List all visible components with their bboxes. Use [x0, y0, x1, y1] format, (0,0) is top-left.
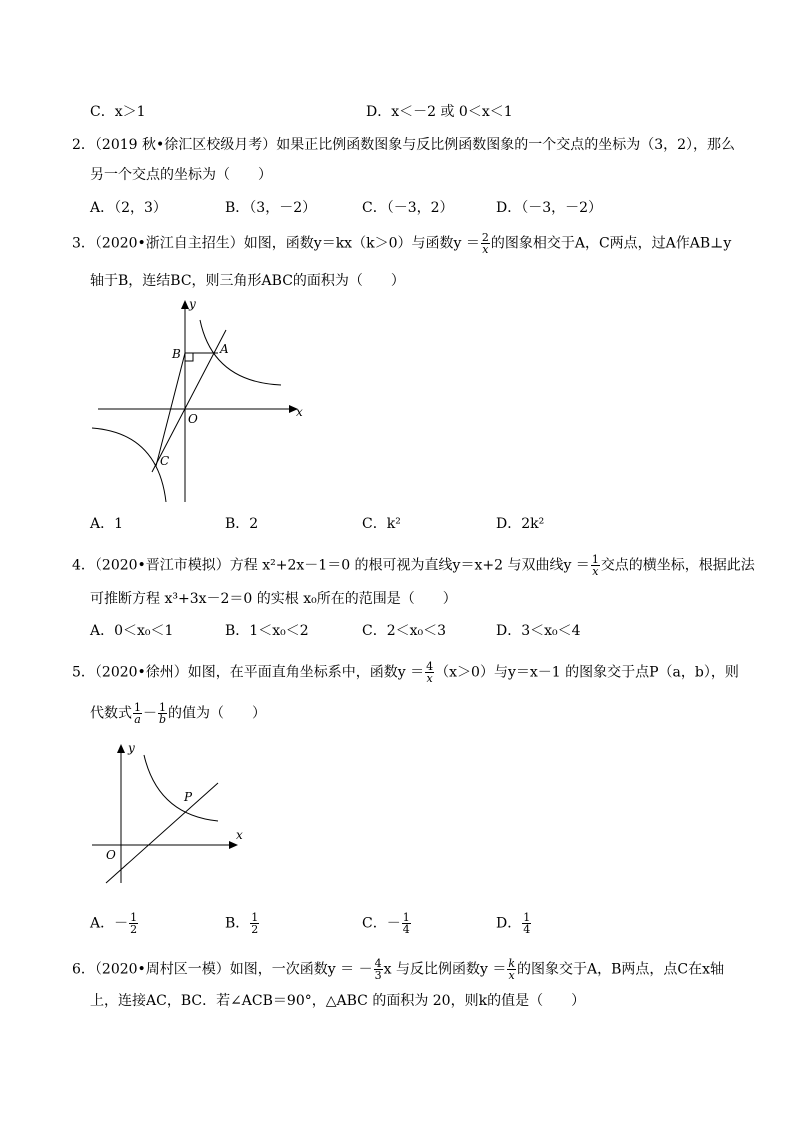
q5-figure [92, 735, 252, 890]
q6-frac2-num: k [508, 957, 515, 970]
q2-option-b[interactable]: B．（3，－2） [225, 200, 317, 216]
q4-option-b[interactable]: B．1＜x₀＜2 [225, 623, 309, 639]
q2-option-c[interactable]: C．（－3，2） [362, 200, 454, 216]
q3-line-y-kx [152, 330, 226, 472]
q5-frac-den: x [426, 672, 433, 685]
q3-option-b[interactable]: B．2 [225, 516, 259, 532]
q4-stem-pre: 4．（2020•晋江市模拟）方程 x²+2x－1＝0 的根可视为直线y＝x+2 与双曲线y ＝ [72, 557, 590, 574]
q5-option-c-num: 1 [402, 911, 410, 924]
q5-option-a-den: 2 [130, 923, 138, 936]
q1-option-d[interactable]: D．x＜－2 或 0＜x＜1 [366, 104, 513, 120]
q5-label-p: P [184, 790, 193, 804]
q3-option-a[interactable]: A．1 [90, 516, 124, 532]
q3-stem-post: 的图象相交于A，C两点，过A作AB⊥y [490, 235, 732, 252]
q5-frac-num: 4 [426, 660, 434, 673]
q2-stem-line1: 2．（2019 秋•徐汇区校级月考）如果正比例函数图象与反比例函数图象的一个交点的坐标为（3，2），那么 [72, 137, 736, 153]
q3-hyperbola-lower [92, 428, 166, 502]
q5-stem2-post: 的值为（ ） [168, 705, 267, 722]
q6-stem-mid: x 与反比例函数y ＝ [383, 961, 507, 978]
q4-fraction [591, 554, 600, 577]
q5-option-d-den: 4 [523, 923, 531, 936]
q5-hyperbola [144, 755, 218, 821]
q4-stem-line2: 可推断方程 x³+3x－2＝0 的实根 x₀所在的范围是（ ） [90, 591, 457, 607]
q3-frac-den: x [482, 243, 489, 256]
q3-y-arrow [181, 300, 189, 309]
q5-option-a-num: 1 [130, 911, 138, 924]
q5-option-d-label: D． [496, 915, 522, 932]
q5-stem-line2 [90, 702, 266, 725]
q5-option-d-num: 1 [523, 911, 531, 924]
q6-fraction-slope [374, 958, 383, 981]
q3-stem-line2: 轴于B，连结BC，则三角形ABC的面积为（ ） [90, 273, 405, 289]
q5-stem-pre: 5．（2020•徐州）如图，在平面直角坐标系中，函数y ＝ [72, 664, 425, 681]
q3-option-c[interactable]: C．k² [362, 516, 401, 532]
q2-stem-line2: 另一个交点的坐标为（ ） [90, 167, 272, 183]
q3-option-d[interactable]: D．2k² [496, 516, 545, 532]
q5-option-c[interactable] [362, 912, 412, 935]
q5-frac2-num: 1 [159, 701, 167, 714]
q3-label-c: C [160, 454, 170, 468]
q6-frac-den: 3 [374, 969, 382, 982]
q5-option-b-label: B． [225, 915, 250, 932]
q6-stem-pre: 6．（2020•周村区一模）如图，一次函数y ＝ － [72, 961, 373, 978]
q4-frac-num: 1 [591, 553, 599, 566]
q5-option-a-fraction [129, 912, 138, 935]
q5-fraction [425, 661, 434, 684]
q5-option-c-den: 4 [402, 923, 410, 936]
q4-stem-post: 交点的横坐标，根据此法 [600, 557, 755, 574]
q6-frac2-den: x [508, 969, 515, 982]
q5-frac1-num: 1 [134, 701, 141, 714]
q5-line [106, 783, 218, 883]
q5-stem2-pre: 代数式 [90, 705, 132, 722]
q3-figure [88, 290, 310, 505]
q3-label-a: A [220, 342, 229, 356]
q5-option-d-fraction [522, 912, 531, 935]
q6-frac-num: 4 [374, 957, 382, 970]
q5-minus: － [143, 705, 157, 722]
q5-stem-post: （x＞0）与y＝x－1 的图象交于点P（a，b），则 [435, 664, 739, 681]
q5-frac-1-over-b [158, 702, 167, 725]
q5-label-y: y [128, 741, 135, 755]
q5-option-b[interactable] [225, 912, 260, 935]
q2-option-d[interactable]: D．（－3，－2） [496, 200, 603, 216]
q3-stem-pre: 3．（2020•浙江自主招生）如图，函数y＝kx（k＞0）与函数y ＝ [72, 235, 480, 252]
q6-stem-post: 的图象交于A，B两点，点C在x轴 [517, 961, 725, 978]
q4-stem-line1 [72, 554, 755, 577]
q5-frac2-den: b [159, 713, 167, 726]
q6-stem-line2: 上，连接AC，BC．若∠ACB＝90°，△ABC 的面积为 20，则k的值是（ ） [90, 993, 586, 1009]
q3-label-o: O [188, 412, 198, 426]
q3-stem-line1 [72, 232, 731, 255]
q4-frac-den: x [592, 565, 599, 578]
q2-option-a[interactable]: A．（2，3） [90, 200, 167, 216]
q5-option-d[interactable] [496, 912, 532, 935]
q5-option-c-label: C．－ [362, 915, 401, 932]
q6-stem-line1 [72, 958, 724, 981]
q5-option-b-fraction [250, 912, 259, 935]
q5-option-b-den: 2 [251, 923, 259, 936]
q4-option-c[interactable]: C．2＜x₀＜3 [362, 623, 447, 639]
q5-option-c-fraction [402, 912, 411, 935]
q3-right-angle-mark [185, 353, 193, 361]
q3-label-b: B [172, 347, 181, 361]
q5-frac-1-over-a [133, 702, 142, 725]
q5-y-arrow [117, 744, 125, 753]
q3-frac-num: 2 [481, 231, 489, 244]
q3-label-y: y [189, 297, 196, 311]
q5-x-arrow [229, 841, 238, 849]
q5-label-x: x [236, 828, 243, 842]
q3-label-x: x [296, 405, 303, 419]
q5-option-a[interactable] [90, 912, 139, 935]
q6-fraction-k [507, 958, 516, 981]
q5-option-b-num: 1 [251, 911, 259, 924]
q5-frac1-den: a [134, 713, 141, 726]
q4-option-a[interactable]: A．0＜x₀＜1 [90, 623, 174, 639]
q5-option-a-label: A．－ [90, 915, 129, 932]
q5-label-o: O [106, 848, 116, 862]
q1-option-c[interactable]: C．x＞1 [90, 104, 146, 120]
q4-option-d[interactable]: D．3＜x₀＜4 [496, 623, 581, 639]
q3-fraction [481, 232, 490, 255]
q5-stem-line1 [72, 661, 739, 684]
